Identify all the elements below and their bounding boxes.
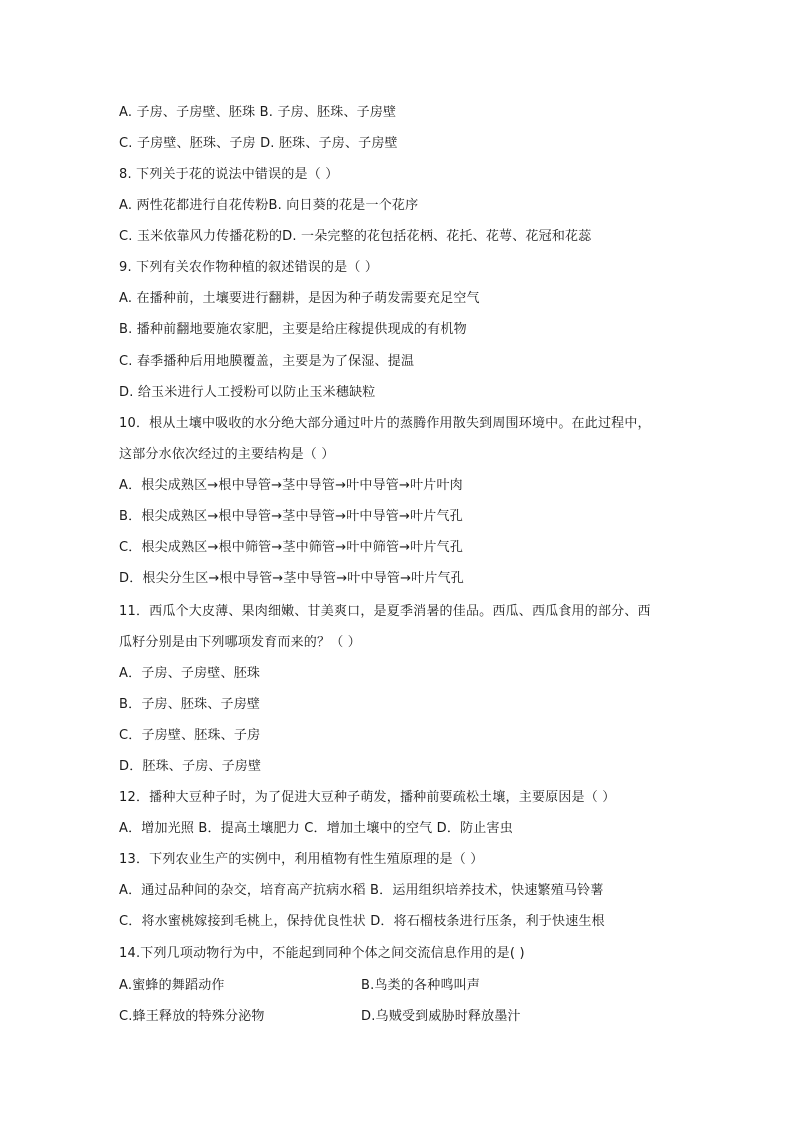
q10-option-c: C．根尖成熟区→根中筛管→茎中筛管→叶中筛管→叶片气孔 bbox=[119, 540, 464, 555]
q10-option-b: B．根尖成熟区→根中导管→茎中导管→叶中导管→叶片气孔 bbox=[119, 509, 463, 524]
question-13-stem: 13．下列农业生产的实例中，利用植物有性生殖原理的是（ ） bbox=[119, 852, 484, 867]
q13-options-row-1: A．通过品种间的杂交，培育高产抗病水稻 B．运用组织培养技术，快速繁殖马铃薯 bbox=[119, 883, 604, 898]
question-8-stem: 8. 下列关于花的说法中错误的是（ ） bbox=[119, 167, 339, 182]
q12-options: A．增加光照 B．提高土壤肥力 C．增加土壤中的空气 D．防止害虫 bbox=[119, 821, 513, 836]
q14-option-d: D.乌贼受到威胁时释放墨汁 bbox=[361, 1009, 521, 1024]
question-12-stem: 12．播种大豆种子时，为了促进大豆种子萌发，播种前要疏松土壤，主要原因是（ ） bbox=[119, 790, 616, 805]
q14-option-b: B.鸟类的各种鸣叫声 bbox=[361, 978, 481, 993]
q9-option-b: B. 播种前翻地要施农家肥，主要是给庄稼提供现成的有机物 bbox=[119, 322, 467, 337]
q7-options-row-1: A. 子房、子房壁、胚珠 B. 子房、胚珠、子房壁 bbox=[119, 105, 397, 120]
question-14-stem: 14.下列几项动物行为中，不能起到同种个体之间交流信息作用的是( ) bbox=[119, 946, 525, 961]
q7-options-row-2: C. 子房壁、胚珠、子房 D. 胚珠、子房、子房壁 bbox=[119, 136, 398, 151]
q10-option-d: D．根尖分生区→根中导管→茎中导管→叶中导管→叶片气孔 bbox=[119, 571, 464, 586]
q8-options-row-1: A. 两性花都进行自花传粉B. 向日葵的花是一个花序 bbox=[119, 198, 419, 213]
q9-option-d: D. 给玉米进行人工授粉可以防止玉米穗缺粒 bbox=[119, 385, 376, 400]
q11-option-a: A．子房、子房壁、胚珠 bbox=[119, 666, 261, 681]
q11-option-b: B．子房、胚珠、子房壁 bbox=[119, 697, 261, 712]
q11-option-c: C．子房壁、胚珠、子房 bbox=[119, 728, 261, 743]
q8-options-row-2: C. 玉米依靠风力传播花粉的D. 一朵完整的花包括花柄、花托、花萼、花冠和花蕊 bbox=[119, 229, 592, 244]
q14-option-a: A.蜜蜂的舞蹈动作 bbox=[119, 978, 225, 993]
question-10-stem-line-2: 这部分水依次经过的主要结构是（ ） bbox=[119, 447, 335, 462]
q9-option-a: A. 在播种前，土壤要进行翻耕，是因为种子萌发需要充足空气 bbox=[119, 291, 480, 306]
question-9-stem: 9. 下列有关农作物种植的叙述错误的是（ ） bbox=[119, 260, 379, 275]
q14-option-c: C.蜂王释放的特殊分泌物 bbox=[119, 1009, 265, 1024]
question-11-stem-line-2: 瓜籽分别是由下列哪项发育而来的？（ ） bbox=[119, 635, 361, 650]
q11-option-d: D．胚珠、子房、子房壁 bbox=[119, 759, 262, 774]
q10-option-a: A．根尖成熟区→根中导管→茎中导管→叶中导管→叶片叶肉 bbox=[119, 478, 463, 493]
question-10-stem-line-1: 10．根从土壤中吸收的水分绝大部分通过叶片的蒸腾作用散失到周围环境中。在此过程中， bbox=[119, 416, 651, 431]
q13-options-row-2: C．将水蜜桃嫁接到毛桃上，保持优良性状 D．将石榴枝条进行压条，利于快速生根 bbox=[119, 914, 605, 929]
q9-option-c: C. 春季播种后用地膜覆盖，主要是为了保湿、提温 bbox=[119, 354, 415, 369]
question-11-stem-line-1: 11．西瓜个大皮薄、果肉细嫩、甘美爽口，是夏季消暑的佳品。西瓜、西瓜食用的部分、西 bbox=[119, 604, 651, 619]
